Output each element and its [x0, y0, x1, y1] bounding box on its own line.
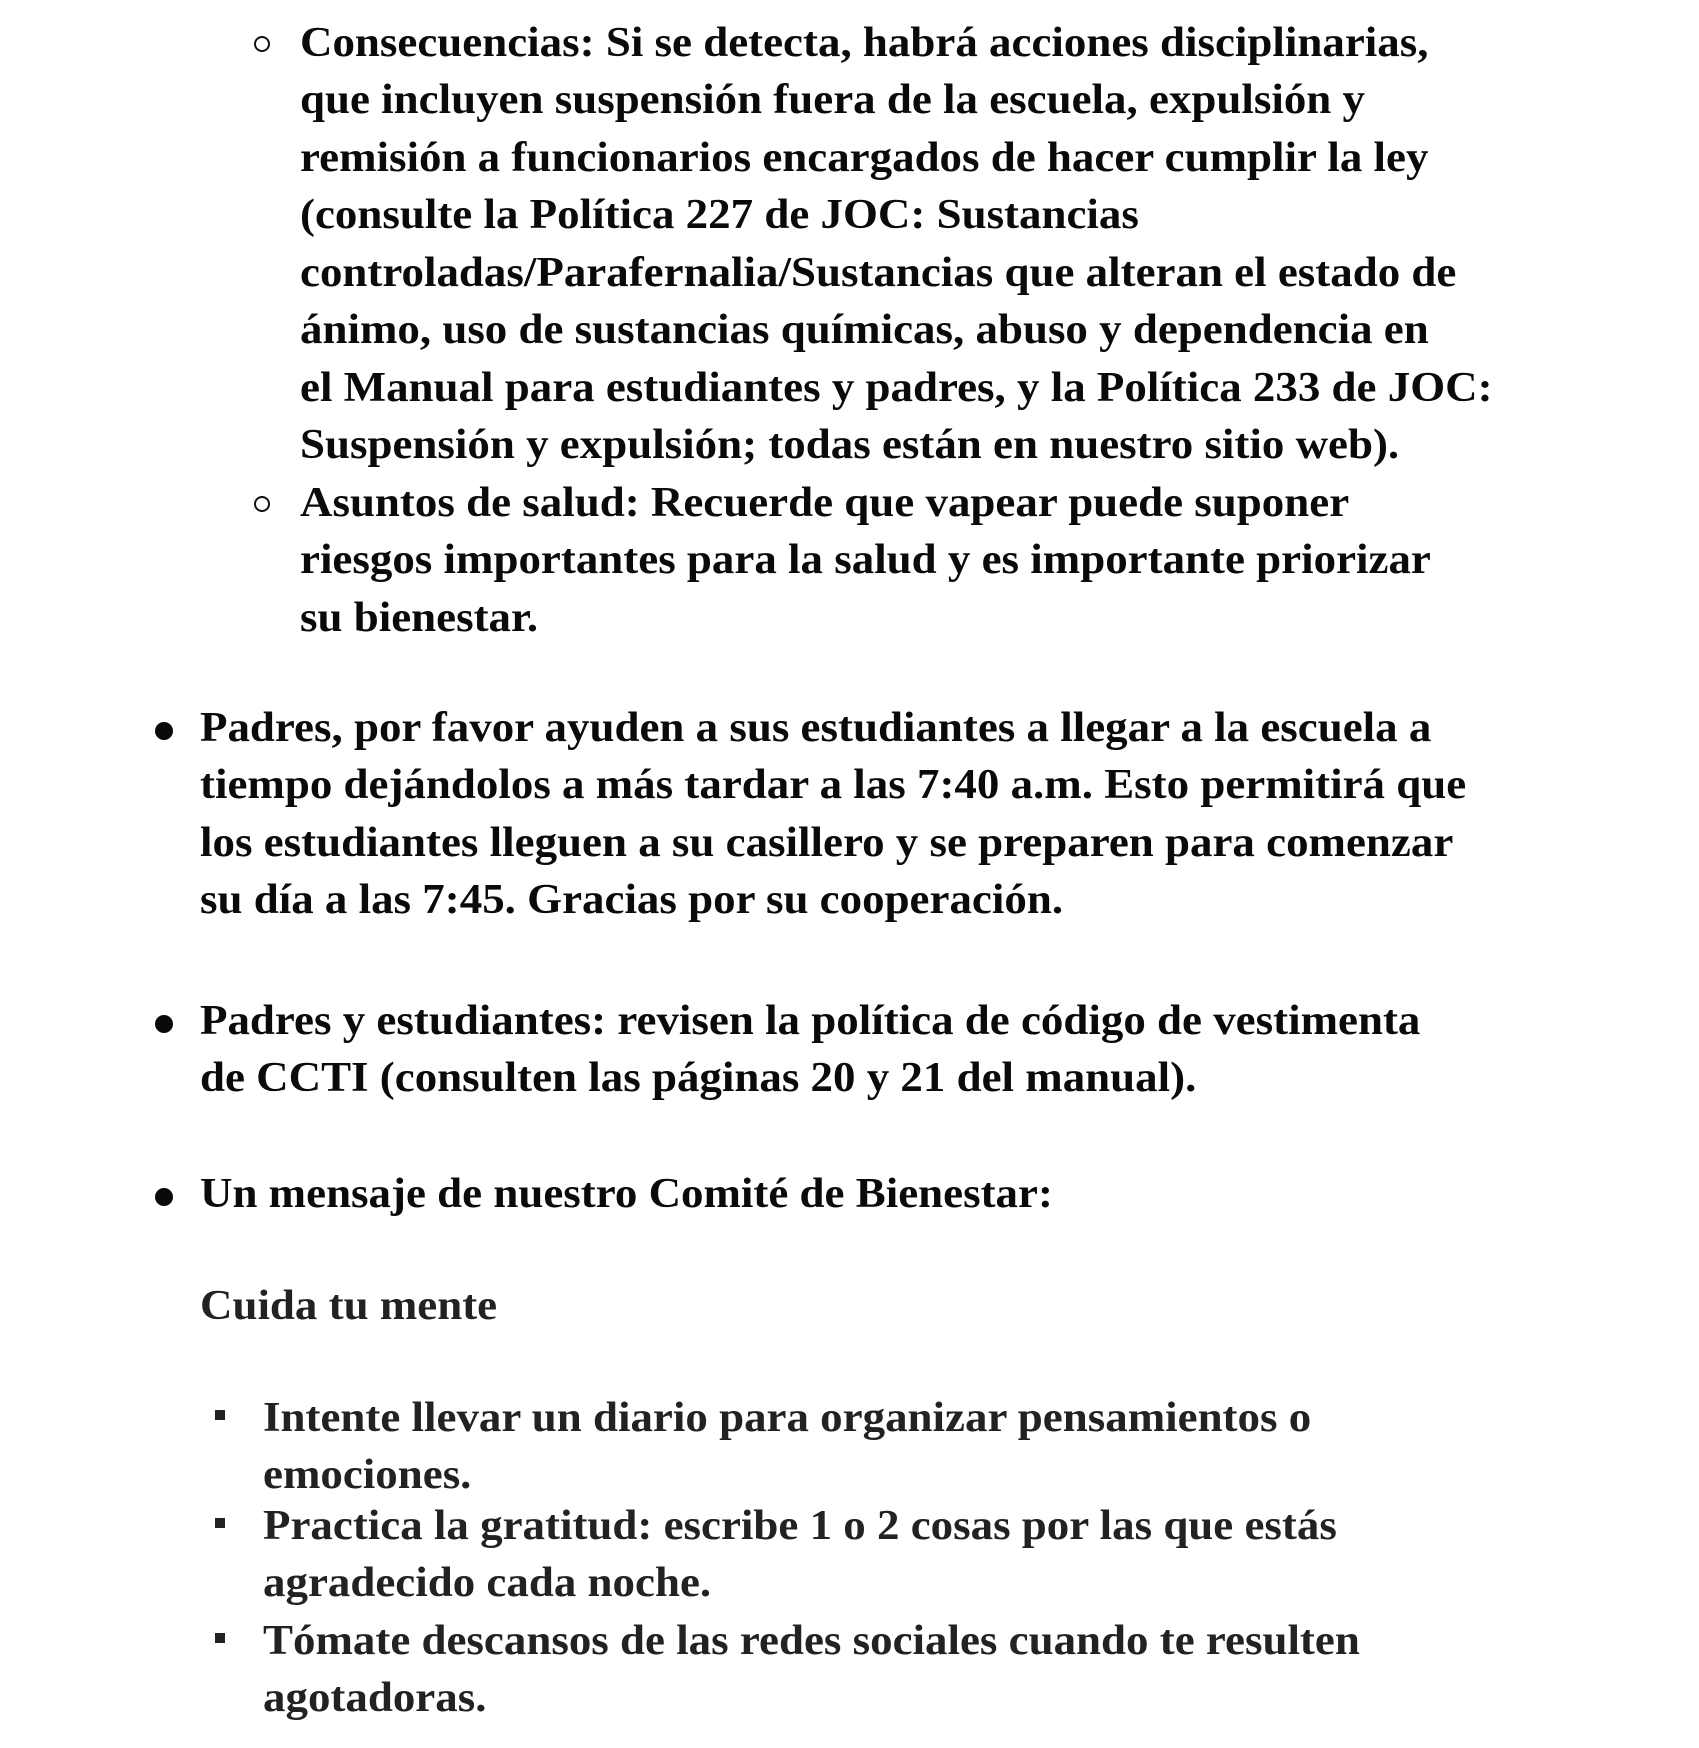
text-line: Intente llevar un diario para organizar pensamientos o	[263, 1395, 1312, 1441]
text-line: el Manual para estudiantes y padres, y la Política 233 de JOC:	[300, 365, 1493, 411]
filled-disc-bullet-icon	[155, 722, 173, 740]
hollow-circle-bullet-icon	[254, 36, 270, 52]
text-line: Padres y estudiantes: revisen la política de código de vestimenta	[200, 998, 1421, 1044]
text-line: ánimo, uso de sustancias químicas, abuso y dependencia en	[300, 307, 1429, 353]
hollow-circle-bullet-icon	[254, 496, 270, 512]
text-line: Consecuencias: Si se detecta, habrá acciones disciplinarias,	[300, 20, 1429, 66]
text-line: Suspensión y expulsión; todas están en nuestro sitio web).	[300, 422, 1400, 468]
text-line: Asuntos de salud: Recuerde que vapear puede suponer	[300, 480, 1350, 526]
text-line: emociones.	[263, 1452, 472, 1498]
text-line: de CCTI (consulten las páginas 20 y 21 del manual).	[200, 1055, 1197, 1101]
square-bullet-icon	[215, 1410, 225, 1420]
text-line: tiempo dejándolos a más tardar a las 7:40 a.m. Esto permitirá que	[200, 762, 1467, 808]
square-bullet-icon	[215, 1633, 225, 1643]
text-line: (consulte la Política 227 de JOC: Sustancias	[300, 192, 1139, 238]
text-line: Padres, por favor ayuden a sus estudiantes a llegar a la escuela a	[200, 705, 1432, 751]
text-line: Practica la gratitud: escribe 1 o 2 cosas por las que estás	[263, 1503, 1337, 1549]
text-line: su bienestar.	[300, 595, 539, 641]
text-line: su día a las 7:45. Gracias por su cooperación.	[200, 877, 1064, 923]
text-line: Tómate descansos de las redes sociales cuando te resulten	[263, 1618, 1360, 1664]
text-line: agradecido cada noche.	[263, 1560, 712, 1606]
text-line: remisión a funcionarios encargados de hacer cumplir la ley	[300, 135, 1429, 181]
text-line: agotadoras.	[263, 1675, 487, 1721]
text-line: riesgos importantes para la salud y es importante priorizar	[300, 537, 1431, 583]
wellness-heading: Cuida tu mente	[200, 1283, 498, 1329]
square-bullet-icon	[215, 1518, 225, 1528]
text-line: controladas/Parafernalia/Sustancias que alteran el estado de	[300, 250, 1457, 296]
text-line: Un mensaje de nuestro Comité de Bienestar:	[200, 1171, 1053, 1217]
text-line: que incluyen suspensión fuera de la escuela, expulsión y	[300, 77, 1366, 123]
filled-disc-bullet-icon	[155, 1188, 173, 1206]
filled-disc-bullet-icon	[155, 1015, 173, 1033]
text-line: los estudiantes lleguen a su casillero y se preparen para comenzar	[200, 820, 1454, 866]
